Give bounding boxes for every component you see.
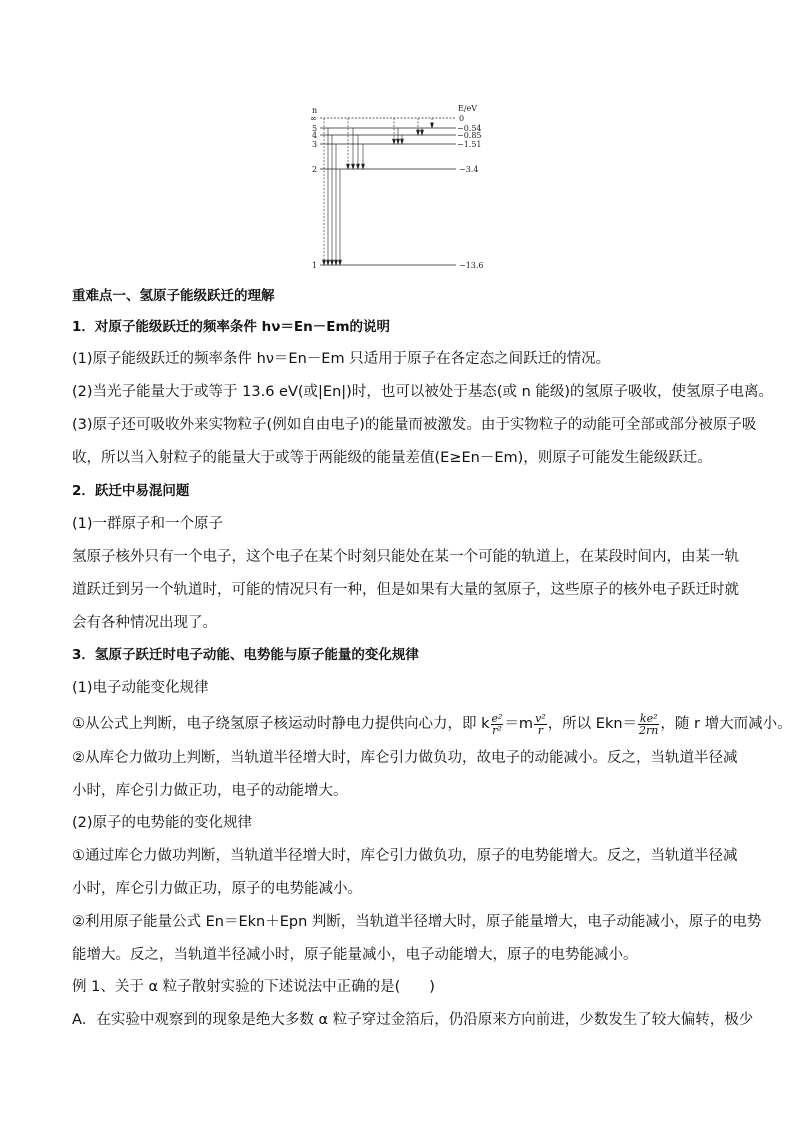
- item-3-para-3a: ①通过库仑力做功判断，当轨道半径增大时，库仑引力做负功，原子的电势能增大。反之，当轨道半径减: [72, 848, 738, 864]
- level-3: [312, 140, 482, 149]
- item-1-para-3a: (3)原子还可吸收外来实物粒子(例如自由电子)的能量而被激发。由于实物粒子的动能可全部或部分被原子吸: [72, 417, 757, 433]
- example-1-option-a: A．在实验中观察到的现象是绝大多数 α 粒子穿过金箔后，仍沿原来方向前进，少数发生了较大偏转，极少: [72, 1012, 754, 1028]
- level-inf: [310, 114, 464, 123]
- level-1-n: 1: [312, 261, 318, 270]
- fraction-ke2-2rn: [638, 713, 659, 736]
- energy-level-diagram: [306, 100, 496, 276]
- formula-line: [72, 710, 792, 738]
- formula-mid: ＝m: [504, 716, 534, 732]
- fraction-v2-r: [534, 713, 547, 736]
- level-3-e: −1.51: [457, 140, 482, 149]
- level-2-e: −3.4: [459, 165, 479, 174]
- item-3-subtitle-1: (1)电子动能变化规律: [72, 680, 209, 696]
- item-3-para-3b: 小时，库仑引力做正功，原子的电势能减小。: [72, 881, 362, 897]
- item-1-para-2: (2)当光子能量大于或等于 13.6 eV(或|En|)时，也可以被处于基态(或 n 能级)的氢原子吸收，使氢原子电离。: [72, 384, 774, 400]
- item-1-para-1: (1)原子能级跃迁的频率条件 hν＝En－Em 只适用于原子在各定态之间跃迁的情况。: [72, 351, 611, 367]
- item-3-para-4b: 能增大。反之，当轨道半径减小时，原子能量减小，电子动能增大，原子的电势能减小。: [72, 947, 638, 963]
- item-3-para-4a: ②利用原子能量公式 En＝Ekn＋Epn 判断，当轨道半径增大时，原子能量增大，电子动能减小，原子的电势: [72, 914, 762, 930]
- fraction-den: r: [537, 723, 543, 737]
- item-2-para-1a: 氢原子核外只有一个电子，这个电子在某个时刻只能处在某一个可能的轨道上，在某段时间内，由某一轨: [72, 549, 739, 565]
- fraction-den: r²: [492, 723, 502, 737]
- level-4: [312, 131, 482, 140]
- formula-mid-2: ，所以 Ekn＝: [547, 716, 638, 732]
- level-5-n: 5: [312, 124, 318, 133]
- level-3-n: 3: [312, 140, 318, 149]
- item-3-para-2b: 小时，库仑引力做正功，电子的动能增大。: [72, 783, 348, 799]
- section-title: 重难点一、氢原子能级跃迁的理解: [72, 288, 275, 304]
- item-2-para-1b: 道跃迁到另一个轨道时，可能的情况只有一种，但是如果有大量的氢原子，这些原子的核外电子跃迁时就: [72, 582, 739, 598]
- item-3-para-2a: ②从库仑力做功上判断，当轨道半径增大时，库仑引力做负功，故电子的动能减小。反之，当轨道半径减: [72, 750, 738, 766]
- level-5-e: −0.54: [457, 124, 482, 133]
- level-2-n: 2: [312, 165, 318, 174]
- level-inf-n: ∞: [310, 114, 317, 123]
- item-1-title: 1．对原子能级跃迁的频率条件 hν＝En－Em的说明: [72, 319, 391, 335]
- item-2-para-1c: 会有各种情况出现了。: [72, 615, 217, 631]
- n-axis-label: n: [312, 106, 318, 115]
- item-3-subtitle-2: (2)原子的电势能的变化规律: [72, 815, 253, 831]
- formula-prefix: ①从公式上判断，电子绕氢原子核运动时静电力提供向心力，即 k: [72, 716, 490, 732]
- item-1-para-3b: 收，所以当入射粒子的能量大于或等于两能级的能量差值(E≥En－Em)，则原子可能发生能级跃迁。: [72, 450, 712, 466]
- item-2-subtitle: (1)一群原子和一个原子: [72, 516, 224, 532]
- level-1-e: −13.6: [459, 261, 484, 270]
- level-4-n: 4: [312, 131, 318, 140]
- fraction-num: v²: [535, 711, 546, 725]
- fraction-den: 2rn: [639, 723, 659, 737]
- fraction-e2-r2: [491, 713, 504, 736]
- level-inf-e: 0: [459, 114, 465, 123]
- fraction-num: e²: [491, 711, 503, 725]
- level-1: [312, 261, 484, 270]
- fraction-num: ke²: [639, 711, 658, 725]
- example-1-question: 例 1、关于 α 粒子散射实验的下述说法中正确的是( ): [72, 979, 435, 995]
- level-4-e: −0.85: [457, 131, 482, 140]
- item-3-title: 3．氢原子跃迁时电子动能、电势能与原子能量的变化规律: [72, 647, 419, 663]
- item-2-title: 2．跃迁中易混问题: [72, 483, 190, 499]
- energy-axis-label: E/eV: [458, 104, 478, 113]
- transition-arrows: [323, 118, 434, 265]
- level-2: [312, 165, 478, 174]
- formula-suffix: ，随 r 增大而减小。: [660, 716, 792, 732]
